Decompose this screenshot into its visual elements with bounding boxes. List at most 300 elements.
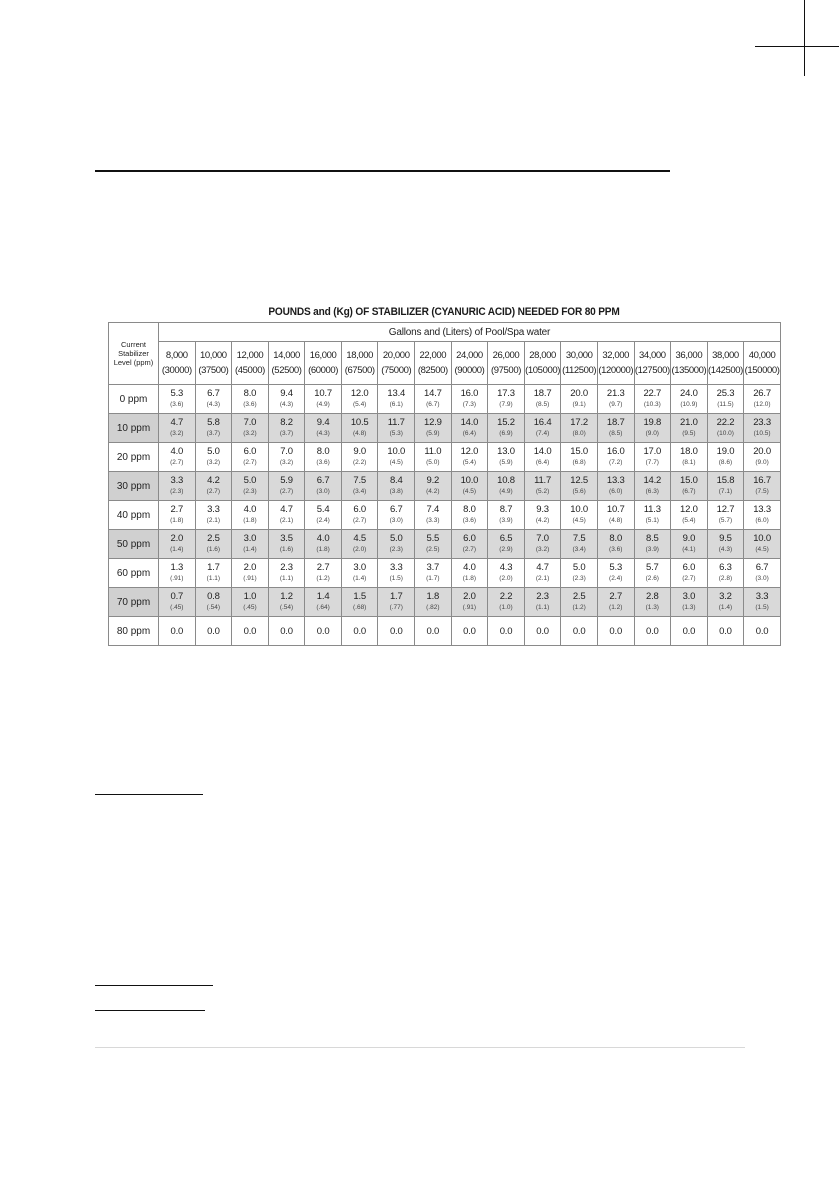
pounds-value: 0.0 — [499, 625, 513, 637]
table-cell — [671, 588, 708, 617]
pounds-value: 0.0 — [463, 625, 476, 637]
table-cell — [707, 617, 744, 646]
section-underline-1 — [95, 794, 203, 795]
column-gallons: 38,000 — [712, 350, 739, 361]
kilogram-value: (.82) — [426, 604, 440, 611]
pounds-value: 4.7 — [536, 562, 549, 573]
pounds-value: 8.0 — [243, 388, 257, 399]
kilogram-value: (10.9) — [680, 401, 698, 408]
table-cell — [305, 385, 342, 414]
pounds-value: 1.0 — [243, 591, 257, 602]
column-liters: (150000) — [744, 365, 780, 376]
pounds-value: 6.7 — [316, 475, 330, 486]
kilogram-value: (9.0) — [645, 430, 659, 437]
kilogram-value: (.45) — [170, 604, 184, 611]
kilogram-value: (1.8) — [243, 517, 257, 524]
kilogram-value: (1.4) — [243, 546, 257, 553]
pounds-value: 13.3 — [753, 504, 771, 515]
kilogram-value: (2.4) — [609, 575, 623, 582]
column-header-7 — [378, 342, 415, 385]
pounds-value: 5.0 — [389, 533, 403, 544]
pounds-value: 12.5 — [570, 475, 588, 486]
pounds-value: 10.0 — [753, 533, 771, 544]
pounds-value: 0.0 — [536, 625, 549, 637]
table-row — [109, 414, 781, 443]
kilogram-value: (2.9) — [499, 546, 513, 553]
kilogram-value: (3.8) — [389, 488, 403, 495]
table-cell — [268, 617, 305, 646]
pounds-value: 16.7 — [753, 475, 771, 486]
table-cell — [415, 443, 452, 472]
table-cell — [415, 472, 452, 501]
table-row — [109, 530, 781, 559]
pounds-value: 8.5 — [646, 533, 659, 544]
table-cell — [671, 617, 708, 646]
kilogram-value: (3.0) — [389, 517, 403, 524]
kilogram-value: (7.5) — [755, 488, 769, 495]
kilogram-value: (12.0) — [753, 401, 771, 408]
table-cell — [378, 559, 415, 588]
table-row — [109, 443, 781, 472]
table-cell — [488, 501, 525, 530]
pounds-value: 0.0 — [646, 625, 659, 637]
column-header-8 — [415, 342, 452, 385]
kilogram-value: (3.4) — [352, 488, 367, 495]
table-cell — [707, 559, 744, 588]
table-cell — [159, 472, 196, 501]
pounds-value: 3.3 — [170, 475, 184, 486]
kilogram-value: (4.8) — [352, 430, 367, 437]
section-underline-2 — [95, 985, 213, 986]
row-label: 40 ppm — [109, 501, 159, 530]
kilogram-value: (2.0) — [352, 546, 367, 553]
pounds-value: 5.7 — [646, 562, 659, 573]
pounds-value: 2.2 — [499, 591, 513, 602]
kilogram-value: (3.9) — [645, 546, 659, 553]
table-cell — [415, 530, 452, 559]
table-cell — [488, 530, 525, 559]
kilogram-value: (2.7) — [352, 517, 367, 524]
pounds-value: 5.9 — [280, 475, 293, 486]
kilogram-value: (4.8) — [609, 517, 623, 524]
table-cell — [634, 617, 671, 646]
kilogram-value: (6.7) — [682, 488, 696, 495]
kilogram-value: (4.1) — [682, 546, 696, 553]
table-cell — [195, 530, 232, 559]
pounds-value: 11.7 — [387, 417, 405, 428]
pounds-value: 0.0 — [243, 625, 257, 637]
column-header-4 — [268, 342, 305, 385]
pounds-value: 9.2 — [426, 475, 440, 486]
table-cell — [232, 559, 269, 588]
table-cell — [341, 617, 378, 646]
pounds-value: 5.3 — [170, 388, 184, 399]
pounds-value: 9.3 — [536, 504, 549, 515]
pounds-value: 0.0 — [280, 625, 293, 637]
column-gallons: 18,000 — [346, 350, 374, 361]
table-cell — [634, 443, 671, 472]
table-cell — [268, 385, 305, 414]
table-cell — [451, 559, 488, 588]
pounds-value: 1.8 — [426, 591, 440, 602]
table-cell — [707, 443, 744, 472]
kilogram-value: (1.6) — [279, 546, 294, 553]
column-gallons: 36,000 — [675, 350, 703, 361]
kilogram-value: (5.6) — [572, 488, 586, 495]
table-cell — [378, 385, 415, 414]
kilogram-value: (6.4) — [535, 459, 550, 466]
table-cell — [305, 588, 342, 617]
pounds-value: 5.0 — [243, 475, 257, 486]
table-cell — [159, 385, 196, 414]
kilogram-value: (.54) — [279, 604, 294, 611]
table-cell — [744, 472, 781, 501]
table-cell — [671, 414, 708, 443]
kilogram-value: (9.1) — [572, 401, 586, 408]
kilogram-value: (2.1) — [206, 517, 221, 524]
table-cell — [597, 414, 634, 443]
pounds-value: 10.5 — [350, 417, 369, 428]
pounds-value: 15.0 — [680, 475, 698, 486]
table-row — [109, 385, 781, 414]
pounds-value: 12.9 — [423, 417, 442, 428]
pounds-value: 3.0 — [243, 533, 257, 544]
table-cell — [195, 443, 232, 472]
column-header-2 — [195, 342, 232, 385]
kilogram-value: (1.8) — [170, 517, 184, 524]
pounds-value: 8.0 — [316, 446, 330, 457]
kilogram-value: (1.5) — [389, 575, 403, 582]
column-liters: (127500) — [634, 365, 670, 376]
table-cell — [378, 414, 415, 443]
heading-underline — [95, 170, 670, 172]
table-cell — [195, 472, 232, 501]
pounds-value: 4.0 — [243, 504, 257, 515]
pounds-value: 6.3 — [719, 562, 732, 573]
table-cell — [597, 443, 634, 472]
pounds-value: 0.0 — [719, 625, 732, 637]
table-cell — [744, 443, 781, 472]
column-header-13 — [597, 342, 634, 385]
table-cell — [451, 385, 488, 414]
kilogram-value: (5.1) — [645, 517, 659, 524]
table-cell — [634, 501, 671, 530]
table-cell — [268, 530, 305, 559]
table-cell — [305, 501, 342, 530]
pounds-value: 1.7 — [389, 591, 403, 602]
pounds-value: 10.0 — [570, 504, 588, 515]
table-cell — [597, 501, 634, 530]
pounds-value: 6.7 — [389, 504, 403, 515]
pounds-value: 14.0 — [460, 417, 479, 428]
column-liters: (67500) — [344, 365, 375, 376]
table-cell — [451, 414, 488, 443]
kilogram-value: (8.6) — [718, 459, 733, 466]
pounds-value: 15.8 — [716, 475, 735, 486]
kilogram-value: (4.3) — [206, 401, 221, 408]
table-cell — [159, 501, 196, 530]
kilogram-value: (4.3) — [718, 546, 733, 553]
kilogram-value: (5.4) — [462, 459, 477, 466]
table-cell — [378, 588, 415, 617]
table-cell — [524, 472, 561, 501]
kilogram-value: (1.3) — [682, 604, 696, 611]
table-cell — [415, 559, 452, 588]
pounds-value: 26.7 — [753, 388, 771, 399]
table-cell — [707, 588, 744, 617]
pounds-value: 8.2 — [280, 417, 293, 428]
kilogram-value: (1.8) — [462, 575, 477, 582]
table-cell — [232, 588, 269, 617]
row-label: 70 ppm — [109, 588, 159, 617]
kilogram-value: (6.7) — [426, 401, 440, 408]
pounds-value: 19.8 — [643, 417, 662, 428]
pounds-value: 21.0 — [680, 417, 698, 428]
kilogram-value: (7.7) — [645, 459, 659, 466]
column-header-3 — [232, 342, 269, 385]
column-gallons: 32,000 — [602, 350, 630, 361]
pounds-value: 2.7 — [170, 504, 184, 515]
table-cell — [561, 588, 598, 617]
pounds-value: 2.3 — [280, 562, 293, 573]
kilogram-value: (1.2) — [572, 604, 586, 611]
column-gallons: 24,000 — [456, 350, 483, 361]
pounds-value: 15.2 — [497, 417, 515, 428]
kilogram-value: (3.6) — [462, 517, 477, 524]
kilogram-value: (1.4) — [170, 546, 184, 553]
table-cell — [305, 414, 342, 443]
kilogram-value: (2.3) — [170, 488, 184, 495]
pounds-value: 16.4 — [533, 417, 552, 428]
pounds-value: 12.0 — [350, 388, 369, 399]
kilogram-value: (2.3) — [389, 546, 403, 553]
table-cell — [195, 501, 232, 530]
table-cell — [159, 414, 196, 443]
pounds-value: 14.2 — [643, 475, 662, 486]
table-cell — [195, 414, 232, 443]
table-cell — [597, 472, 634, 501]
table-cell — [488, 385, 525, 414]
kilogram-value: (8.5) — [535, 401, 550, 408]
kilogram-value: (8.5) — [609, 430, 623, 437]
table-cell — [415, 385, 452, 414]
table-cell — [232, 530, 269, 559]
table-cell — [341, 385, 378, 414]
table-cell — [159, 443, 196, 472]
table-cell — [341, 501, 378, 530]
kilogram-value: (3.3) — [426, 517, 440, 524]
kilogram-value: (.64) — [316, 604, 330, 611]
table-cell — [451, 588, 488, 617]
pounds-value: 6.7 — [207, 388, 220, 399]
table-cell — [159, 559, 196, 588]
table-cell — [341, 559, 378, 588]
pounds-value: 5.0 — [572, 562, 586, 573]
pounds-value: 10.8 — [497, 475, 515, 486]
pounds-value: 0.7 — [170, 591, 184, 602]
pounds-value: 9.5 — [719, 533, 732, 544]
kilogram-value: (5.9) — [426, 430, 440, 437]
kilogram-value: (1.7) — [426, 575, 440, 582]
pounds-value: 2.0 — [463, 591, 476, 602]
pounds-value: 22.2 — [716, 417, 735, 428]
pounds-value: 0.0 — [426, 625, 440, 637]
pounds-value: 2.3 — [536, 591, 549, 602]
table-cell — [561, 414, 598, 443]
column-gallons: 40,000 — [748, 350, 776, 361]
pounds-value: 7.0 — [243, 417, 257, 428]
column-liters: (45000) — [234, 365, 265, 376]
crop-mark-vertical — [804, 0, 805, 76]
pounds-value: 4.3 — [499, 562, 513, 573]
table-cell — [707, 501, 744, 530]
table-cell — [488, 443, 525, 472]
pounds-value: 2.8 — [646, 591, 659, 602]
column-liters: (75000) — [381, 365, 412, 376]
kilogram-value: (.91) — [243, 575, 257, 582]
table-cell — [159, 617, 196, 646]
pounds-value: 6.7 — [755, 562, 769, 573]
table-cell — [451, 472, 488, 501]
pounds-value: 5.4 — [316, 504, 330, 515]
pounds-value: 4.5 — [353, 533, 366, 544]
table-cell — [634, 530, 671, 559]
pounds-value: 2.0 — [170, 533, 184, 544]
kilogram-value: (4.2) — [535, 517, 550, 524]
pounds-value: 0.0 — [755, 625, 769, 637]
pounds-value: 21.3 — [606, 388, 625, 399]
kilogram-value: (3.9) — [499, 517, 513, 524]
table-cell — [744, 385, 781, 414]
table-cell — [451, 530, 488, 559]
kilogram-value: (8.0) — [572, 430, 586, 437]
table-cell — [561, 472, 598, 501]
pounds-value: 0.8 — [207, 591, 220, 602]
kilogram-value: (9.7) — [609, 401, 623, 408]
column-liters: (82500) — [417, 365, 448, 376]
column-gallons: 22,000 — [419, 350, 447, 361]
stabilizer-table — [108, 322, 781, 646]
footer-rule — [95, 1047, 745, 1048]
kilogram-value: (1.1) — [535, 604, 550, 611]
table-cell — [195, 588, 232, 617]
pounds-value: 7.4 — [426, 504, 440, 515]
table-cell — [561, 443, 598, 472]
table-cell — [744, 559, 781, 588]
table-cell — [561, 501, 598, 530]
table-cell — [561, 385, 598, 414]
pounds-value: 1.4 — [316, 591, 330, 602]
pounds-value: 25.3 — [716, 388, 735, 399]
pounds-value: 10.7 — [314, 388, 332, 399]
kilogram-value: (3.7) — [279, 430, 294, 437]
pounds-value: 16.0 — [606, 446, 625, 457]
kilogram-value: (7.1) — [718, 488, 733, 495]
pounds-value: 11.3 — [643, 504, 661, 515]
kilogram-value: (2.7) — [206, 488, 221, 495]
kilogram-value: (5.3) — [389, 430, 403, 437]
kilogram-value: (2.3) — [572, 575, 586, 582]
table-cell — [671, 472, 708, 501]
table-cell — [488, 559, 525, 588]
row-label: 30 ppm — [109, 472, 159, 501]
kilogram-value: (1.2) — [609, 604, 623, 611]
table-cell — [195, 385, 232, 414]
row-label: 60 ppm — [109, 559, 159, 588]
table-cell — [561, 559, 598, 588]
pounds-value: 5.3 — [609, 562, 623, 573]
table-cell — [341, 443, 378, 472]
kilogram-value: (1.2) — [316, 575, 330, 582]
kilogram-value: (5.4) — [682, 517, 696, 524]
pounds-value: 0.0 — [316, 625, 330, 637]
kilogram-value: (2.0) — [499, 575, 513, 582]
table-cell — [488, 414, 525, 443]
table-cell — [634, 588, 671, 617]
kilogram-value: (2.7) — [279, 488, 294, 495]
table-cell — [488, 472, 525, 501]
section-underline-3 — [95, 1010, 205, 1011]
table-cell — [524, 385, 561, 414]
pounds-value: 19.0 — [716, 446, 735, 457]
pounds-value: 6.0 — [682, 562, 696, 573]
table-cell — [195, 559, 232, 588]
kilogram-value: (10.5) — [753, 430, 771, 437]
pounds-value: 18.7 — [533, 388, 552, 399]
pounds-value: 6.0 — [243, 446, 257, 457]
column-gallons: 26,000 — [492, 350, 520, 361]
table-cell — [341, 530, 378, 559]
kilogram-value: (3.6) — [170, 401, 184, 408]
pounds-value: 3.3 — [755, 591, 769, 602]
pounds-value: 7.5 — [353, 475, 366, 486]
table-row — [109, 617, 781, 646]
kilogram-value: (1.1) — [206, 575, 221, 582]
table-cell — [415, 501, 452, 530]
table-cell — [707, 530, 744, 559]
table-cell — [744, 530, 781, 559]
pounds-value: 18.7 — [606, 417, 625, 428]
table-cell — [597, 559, 634, 588]
row-label: 0 ppm — [109, 385, 159, 414]
pounds-value: 2.5 — [572, 591, 586, 602]
column-liters: (142500) — [708, 365, 743, 376]
table-cell — [524, 501, 561, 530]
kilogram-value: (.68) — [352, 604, 367, 611]
pounds-value: 22.7 — [643, 388, 662, 399]
column-header-15 — [671, 342, 708, 385]
table-cell — [341, 472, 378, 501]
table-cell — [268, 559, 305, 588]
table-cell — [561, 617, 598, 646]
table-cell — [707, 414, 744, 443]
kilogram-value: (7.9) — [499, 401, 513, 408]
row-label: 10 ppm — [109, 414, 159, 443]
pounds-value: 7.0 — [280, 446, 293, 457]
table-cell — [671, 501, 708, 530]
table-cell — [305, 443, 342, 472]
kilogram-value: (5.2) — [535, 488, 550, 495]
kilogram-value: (.91) — [170, 575, 184, 582]
pounds-value: 9.4 — [280, 388, 293, 399]
table-cell — [268, 443, 305, 472]
pounds-value: 4.2 — [207, 475, 220, 486]
kilogram-value: (3.7) — [206, 430, 221, 437]
pounds-value: 7.0 — [536, 533, 549, 544]
column-liters: (52500) — [271, 365, 302, 376]
column-liters: (37500) — [198, 365, 229, 376]
kilogram-value: (2.4) — [316, 517, 330, 524]
